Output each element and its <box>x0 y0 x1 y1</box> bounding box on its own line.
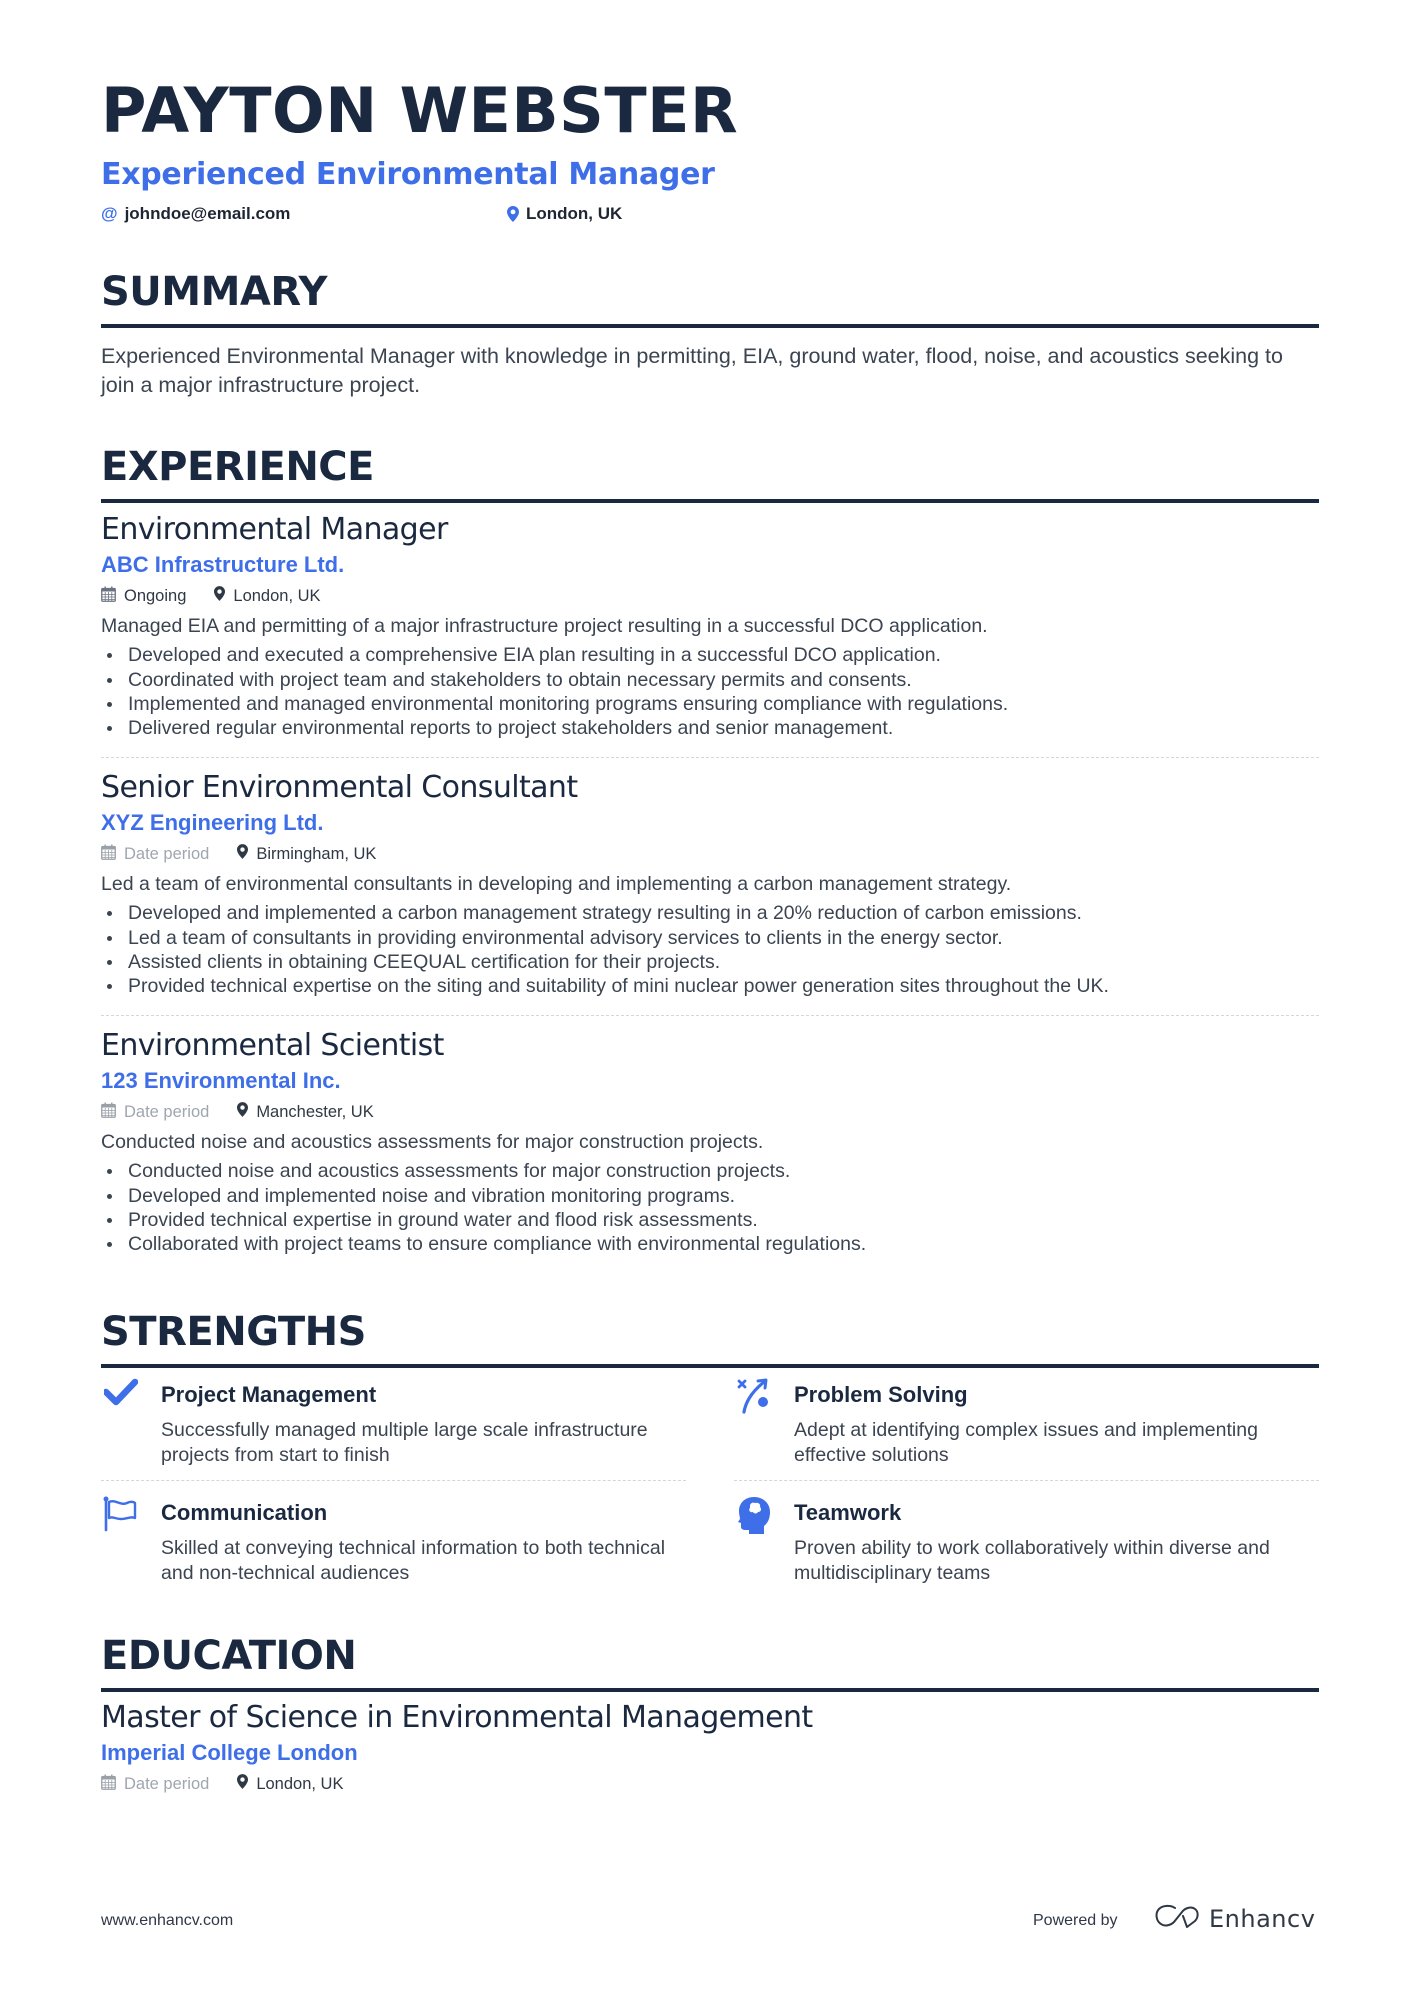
list-item: Developed and implemented a carbon management strategy resulting in a 20% reduction of carbon emissions. <box>101 901 1319 925</box>
experience-section <box>101 444 1319 503</box>
strength-title: Teamwork <box>794 1500 902 1525</box>
date-item <box>101 844 209 865</box>
map-pin-icon <box>214 586 225 606</box>
strengths-section <box>101 1309 1319 1368</box>
contact-email[interactable] <box>101 204 290 224</box>
strength-title: Problem Solving <box>794 1382 968 1407</box>
calendar-icon <box>101 586 116 607</box>
list-item: Provided technical expertise in ground water and flood risk assessments. <box>101 1208 1319 1232</box>
list-item: Implemented and managed environmental monitoring programs ensuring compliance with regulations. <box>101 692 1319 716</box>
candidate-name: PAYTON WEBSTER <box>101 74 739 147</box>
list-item: Assisted clients in obtaining CEEQUAL certification for their projects. <box>101 950 1319 974</box>
checkmark-icon <box>101 1378 141 1418</box>
strength-description: Successfully managed multiple large scale infrastructure projects from start to finish <box>161 1419 648 1466</box>
job-description: Conducted noise and acoustics assessments for major construction projects. <box>101 1131 764 1154</box>
list-item: Developed and executed a comprehensive EIA plan resulting in a successful DCO application. <box>101 643 1319 667</box>
entry-divider <box>101 757 1319 758</box>
achievement-list <box>101 901 1319 998</box>
email-text: johndoe@email.com <box>124 204 291 223</box>
head-brain-icon <box>734 1496 774 1536</box>
date-item <box>101 586 186 607</box>
date-item <box>101 1102 209 1123</box>
job-title: Environmental Scientist <box>101 1028 444 1063</box>
section-divider <box>101 1364 1319 1368</box>
calendar-icon <box>101 1774 116 1795</box>
strategy-icon <box>734 1378 774 1418</box>
calendar-icon <box>101 1102 116 1123</box>
experience-entry <box>101 1028 1319 1257</box>
location-item <box>237 1774 343 1794</box>
enhancv-brand-text: Enhancv <box>1209 1904 1316 1933</box>
strength-title: Communication <box>161 1500 328 1525</box>
enhancv-logo-icon <box>1155 1904 1201 1933</box>
strength-item <box>101 1378 686 1478</box>
section-title-experience: EXPERIENCE <box>101 444 374 490</box>
list-item: Developed and implemented noise and vibration monitoring programs. <box>101 1184 1319 1208</box>
section-title-strengths: STRENGTHS <box>101 1309 366 1355</box>
section-title-education: EDUCATION <box>101 1633 357 1679</box>
map-pin-icon <box>237 1774 248 1794</box>
location-item <box>237 1102 373 1122</box>
achievement-list <box>101 1159 1319 1256</box>
job-title: Senior Environmental Consultant <box>101 770 578 805</box>
company-name: 123 Environmental Inc. <box>101 1068 341 1093</box>
strength-description: Proven ability to work collaboratively within diverse and multidisciplinary teams <box>794 1537 1270 1584</box>
job-title: Environmental Manager <box>101 512 448 547</box>
date-text: Date period <box>124 1774 210 1793</box>
strength-description: Skilled at conveying technical information to both technical and non-technical audiences <box>161 1537 666 1584</box>
section-divider <box>101 324 1319 328</box>
strength-divider <box>734 1480 1319 1481</box>
location-item <box>237 844 376 864</box>
map-pin-icon <box>237 1102 248 1122</box>
entry-meta <box>101 1772 1319 1796</box>
degree-title: Master of Science in Environmental Management <box>101 1700 813 1735</box>
job-description: Led a team of environmental consultants in developing and implementing a carbon management strategy. <box>101 873 1012 896</box>
powered-by-label: Powered by <box>1033 1912 1118 1929</box>
section-divider <box>101 499 1319 503</box>
map-pin-icon <box>237 844 248 864</box>
strength-item <box>101 1496 686 1596</box>
map-pin-icon <box>507 206 519 222</box>
education-section <box>101 1633 1319 1692</box>
contact-row <box>101 204 1319 226</box>
entry-meta <box>101 1100 1319 1124</box>
date-text: Ongoing <box>124 586 187 605</box>
strength-description: Adept at identifying complex issues and implementing effective solutions <box>794 1419 1258 1466</box>
summary-text: Experienced Environmental Manager with knowledge in permitting, EIA, ground water, flood, noise, and acoustics seeking to join a major infrastructure project. <box>101 344 1283 397</box>
summary-section <box>101 269 1319 400</box>
location-text: Manchester, UK <box>256 1102 374 1121</box>
date-item <box>101 1774 209 1795</box>
section-title-summary: SUMMARY <box>101 269 327 315</box>
section-divider <box>101 1688 1319 1692</box>
candidate-tagline: Experienced Environmental Manager <box>101 157 715 192</box>
entry-meta <box>101 584 1319 608</box>
location-text: London, UK <box>526 204 623 223</box>
school-name: Imperial College London <box>101 1740 358 1765</box>
list-item: Provided technical expertise on the siting and suitability of mini nuclear power generation sites throughout the UK. <box>101 974 1319 998</box>
company-name: XYZ Engineering Ltd. <box>101 810 324 835</box>
location-text: London, UK <box>233 586 321 605</box>
at-icon: @ <box>101 204 118 223</box>
list-item: Led a team of consultants in providing environmental advisory services to clients in the energy sector. <box>101 926 1319 950</box>
list-item: Delivered regular environmental reports to project stakeholders and senior management. <box>101 716 1319 740</box>
entry-meta <box>101 842 1319 866</box>
company-name: ABC Infrastructure Ltd. <box>101 552 345 577</box>
list-item: Conducted noise and acoustics assessments for major construction projects. <box>101 1159 1319 1183</box>
experience-entry <box>101 512 1319 741</box>
strength-divider <box>101 1480 686 1481</box>
location-text: Birmingham, UK <box>256 844 377 863</box>
strength-item <box>734 1496 1319 1596</box>
experience-entry <box>101 770 1319 999</box>
date-text: Date period <box>124 1102 210 1121</box>
date-text: Date period <box>124 844 210 863</box>
footer-url-link[interactable]: www.enhancv.com <box>101 1912 234 1929</box>
contact-location <box>507 204 622 224</box>
location-item <box>214 586 320 606</box>
strength-item <box>734 1378 1319 1478</box>
entry-divider <box>101 1015 1319 1016</box>
education-entry <box>101 1700 1319 1796</box>
achievement-list <box>101 643 1319 740</box>
job-description: Managed EIA and permitting of a major infrastructure project resulting in a successful DCO application. <box>101 615 988 638</box>
calendar-icon <box>101 844 116 865</box>
list-item: Collaborated with project teams to ensure compliance with environmental regulations. <box>101 1232 1319 1256</box>
list-item: Coordinated with project team and stakeholders to obtain necessary permits and consents. <box>101 668 1319 692</box>
enhancv-logo[interactable] <box>1155 1904 1315 1933</box>
strength-title: Project Management <box>161 1382 377 1407</box>
flag-icon <box>101 1496 141 1536</box>
location-text: London, UK <box>256 1774 344 1793</box>
